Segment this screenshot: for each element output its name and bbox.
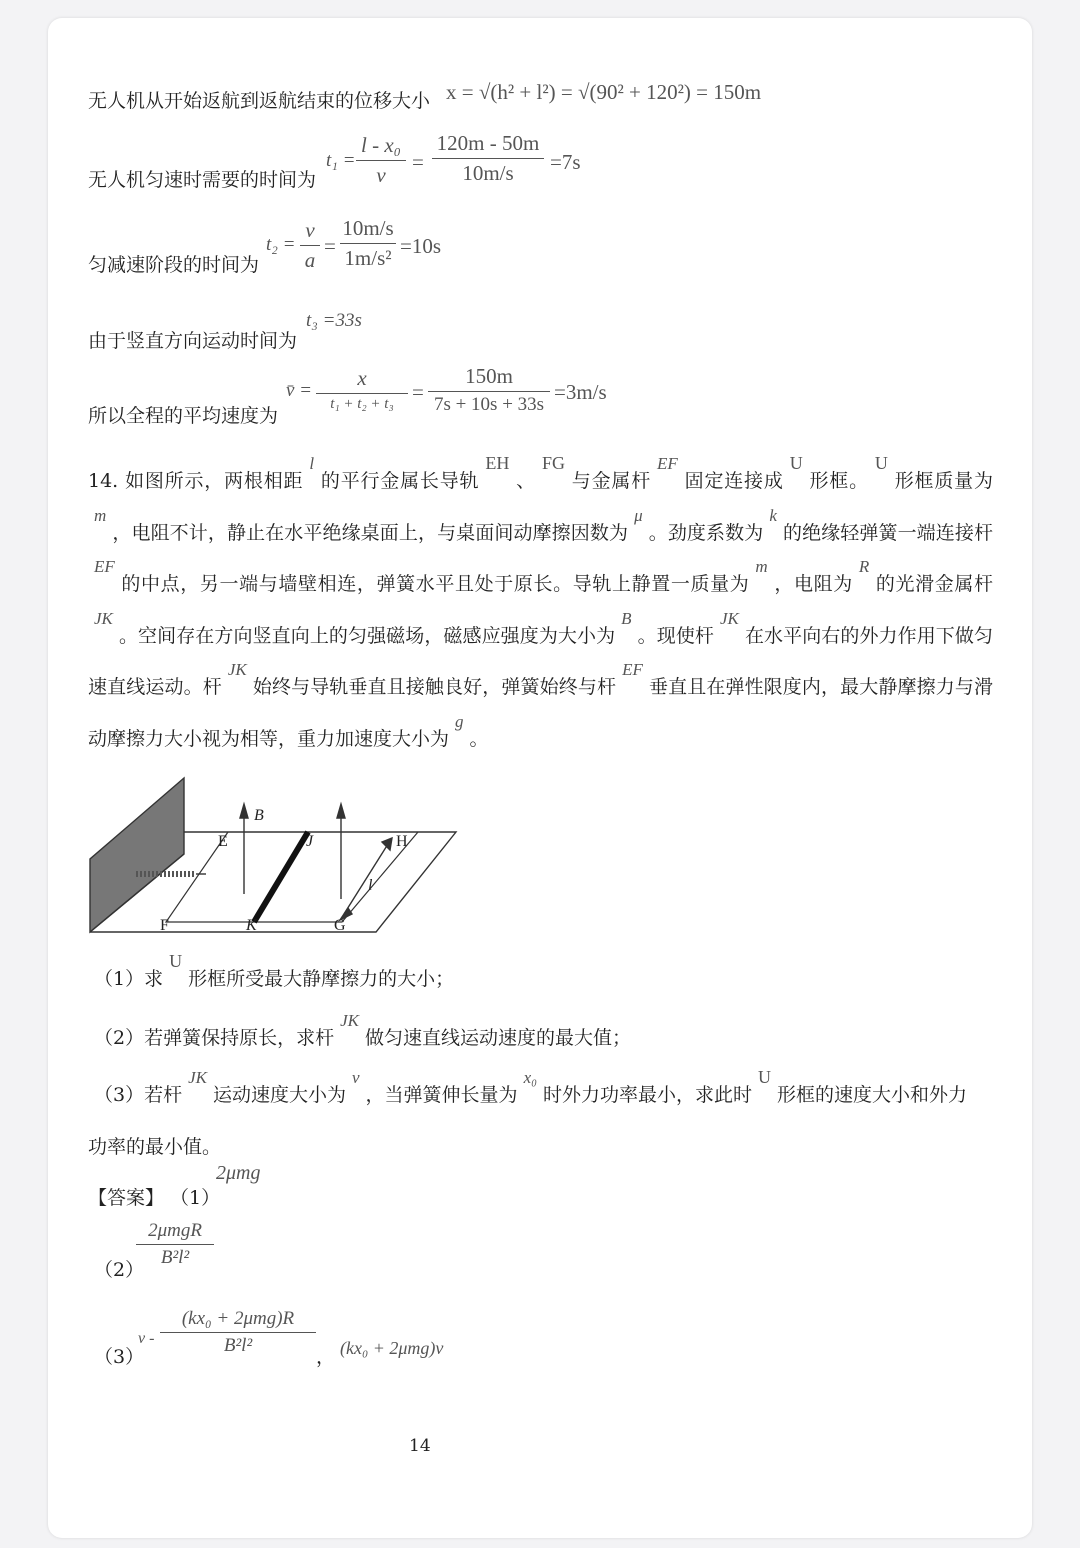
t2-fraction-symbolic: v a [300, 218, 320, 273]
answer-2-label: （2） [94, 1259, 145, 1281]
question-1: （1）求U形框所受最大静摩擦力的大小； [94, 951, 455, 990]
solution-line-4-text: 由于竖直方向运动时间为 [88, 330, 298, 352]
avg-speed-result: =3m/s [554, 380, 607, 404]
label-l: l [368, 877, 373, 894]
question-3-continued: 功率的最小值。 [88, 1136, 222, 1158]
label-E: E [218, 833, 228, 850]
answer-2-fraction: 2μmgR B²l² [136, 1220, 214, 1269]
label-G: G [334, 917, 346, 934]
answer-3-label: （3） [94, 1346, 145, 1368]
t2-fraction-numeric: 10m/s 1m/s² [340, 216, 396, 271]
rail-diagram [86, 774, 466, 939]
t3-formula: t₃ =33s [306, 310, 362, 331]
answer-label: 【答案】 [88, 1187, 165, 1209]
t2-result: =10s [400, 234, 442, 258]
label-J: J [306, 833, 314, 850]
solution-line-5-text: 所以全程的平均速度为 [88, 405, 279, 427]
displacement-formula: x = √(h² + l²) = √(90² + 120²) = 150m [446, 80, 762, 104]
label-F: F [160, 917, 169, 934]
label-K: K [246, 917, 257, 934]
answer-1: 2μmg [216, 1162, 261, 1184]
t1-result: =7s [550, 150, 581, 174]
answer-1-label: （1） [170, 1187, 221, 1209]
question-3: （3）若杆JK运动速度大小为v，当弹簧伸长量为x₀时外力功率最小，求此时U形框的速度大小和外力 [94, 1067, 968, 1106]
answer-3-prefix: v - [138, 1330, 155, 1347]
solution-line-2-text: 无人机匀速时需要的时间为 [88, 169, 317, 191]
avg-speed-lhs: v̄ = [286, 380, 313, 401]
question-2: （2）若弹簧保持原长，求杆JK做匀速直线运动速度的最大值； [94, 1011, 631, 1049]
t1-fraction-numeric: 120m - 50m 10m/s [432, 131, 544, 186]
t2-lhs: t₂ = [266, 234, 296, 255]
t1-fraction-symbolic: l - x₀ v [356, 133, 406, 188]
label-B: B [254, 807, 264, 824]
solution-line-1-text: 无人机从开始返航到返航结束的位移大小 [88, 90, 431, 112]
spacing-arrow [344, 844, 388, 914]
solution-line-3-text: 匀减速阶段的时间为 [88, 254, 260, 276]
answer-3-fraction: (kx₀ + 2μmg)R B²l² [160, 1308, 316, 1357]
t1-lhs: t₁ = [326, 150, 356, 171]
rod-jk [254, 832, 308, 922]
wall [90, 778, 184, 932]
page-number: 14 [409, 1436, 431, 1456]
problem-14-statement: 14. 如图所示，两根相距l的平行金属长导轨EH、FG与金属杆EF固定连接成U形框。U形框质量为m，电阻不计，静止在水平绝缘桌面上，与桌面间动摩擦因数为μ。劲度系数为k的绝缘轻弹簧一端连接杆EF的中点，另一端与墙壁相连，弹簧水平且处于原长。导轨上静置一质量为m，电阻为R的光滑金属杆JK。空间存在方向竖直向上的匀强磁场，磁感应强度为大小为B。现使杆JK在水平向右的外力作用下做匀速直线运动。杆JK始终与导轨垂直且接触良好，弹簧始终与杆EF垂直且在弹性限度内，最大静摩擦力与滑动摩擦力大小视为相等，重力加速度大小为g。 [88, 453, 993, 750]
avg-speed-fraction-symbolic: x t₁ + t₂ + t₃ [316, 366, 408, 413]
label-H: H [396, 833, 408, 850]
avg-speed-fraction-numeric: 150m 7s + 10s + 33s [428, 364, 550, 416]
answer-3-power: (kx₀ + 2μmg)v [340, 1338, 444, 1358]
